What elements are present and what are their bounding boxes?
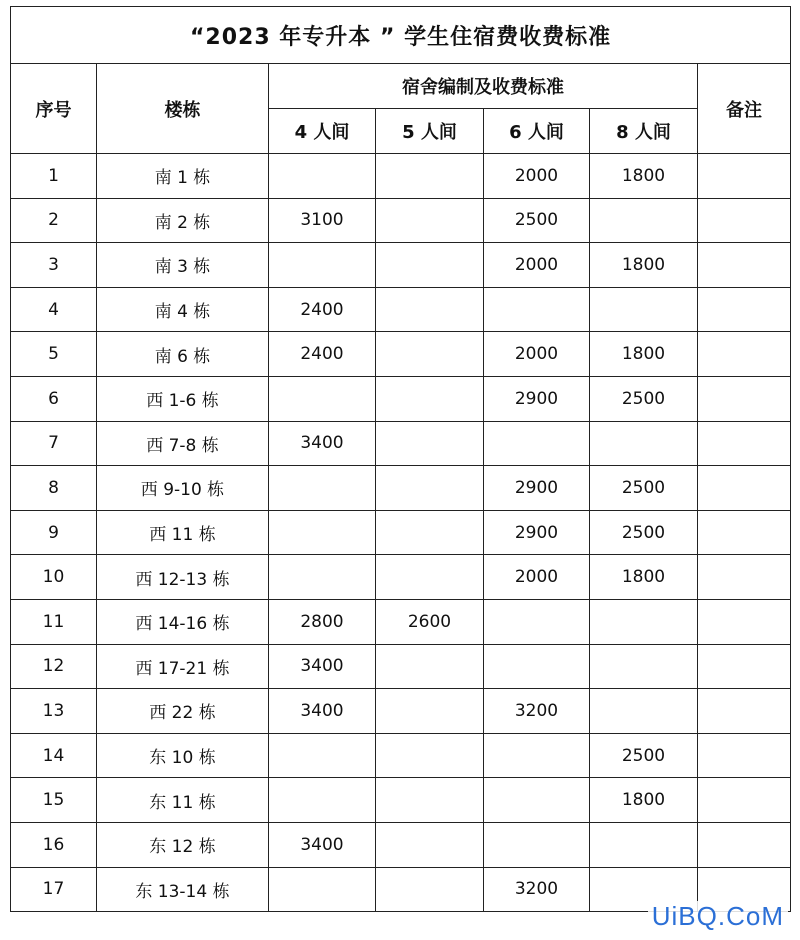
- header-room-group: 宿舍编制及收费标准: [269, 64, 698, 109]
- cell-remark: [698, 778, 791, 823]
- cell-room-4: 2400: [269, 287, 376, 332]
- cell-room-4: [269, 555, 376, 600]
- cell-index: 4: [11, 287, 97, 332]
- cell-room-6: [484, 822, 590, 867]
- cell-room-4: 2800: [269, 599, 376, 644]
- table-row: [11, 599, 791, 644]
- cell-index: 10: [11, 555, 97, 600]
- cell-index: 6: [11, 376, 97, 421]
- cell-room-5: [376, 466, 484, 511]
- cell-room-8: 1800: [590, 154, 698, 199]
- cell-room-4: [269, 867, 376, 912]
- table-row: [11, 421, 791, 466]
- cell-building: 南 1 栋: [97, 154, 269, 199]
- table-row: [11, 555, 791, 600]
- cell-remark: [698, 332, 791, 377]
- cell-remark: [698, 510, 791, 555]
- cell-index: 1: [11, 154, 97, 199]
- cell-remark: [698, 733, 791, 778]
- cell-room-6: [484, 421, 590, 466]
- table-row: [11, 243, 791, 288]
- cell-building: 西 14-16 栋: [97, 599, 269, 644]
- table-row: [11, 287, 791, 332]
- cell-room-4: [269, 154, 376, 199]
- cell-room-8: [590, 287, 698, 332]
- cell-room-6: 2000: [484, 154, 590, 199]
- cell-room-8: 1800: [590, 243, 698, 288]
- cell-index: 2: [11, 198, 97, 243]
- table-body: [11, 154, 791, 912]
- cell-building: 东 11 栋: [97, 778, 269, 823]
- table-row: [11, 733, 791, 778]
- cell-remark: [698, 689, 791, 734]
- cell-room-8: 1800: [590, 778, 698, 823]
- header-remark: 备注: [698, 64, 791, 154]
- cell-room-4: 3400: [269, 644, 376, 689]
- cell-room-8: [590, 689, 698, 734]
- header-building: 楼栋: [97, 64, 269, 154]
- header-room-8: 8 人间: [590, 109, 698, 154]
- cell-room-6: [484, 733, 590, 778]
- cell-room-6: 2900: [484, 466, 590, 511]
- table-row: [11, 822, 791, 867]
- cell-building: 西 7-8 栋: [97, 421, 269, 466]
- cell-remark: [698, 154, 791, 199]
- cell-building: 东 13-14 栋: [97, 867, 269, 912]
- cell-index: 3: [11, 243, 97, 288]
- cell-room-8: 1800: [590, 555, 698, 600]
- cell-room-5: [376, 332, 484, 377]
- cell-remark: [698, 466, 791, 511]
- cell-room-6: 2000: [484, 243, 590, 288]
- cell-room-5: [376, 822, 484, 867]
- cell-room-5: [376, 376, 484, 421]
- cell-index: 5: [11, 332, 97, 377]
- table-row: [11, 154, 791, 199]
- cell-remark: [698, 198, 791, 243]
- cell-remark: [698, 644, 791, 689]
- cell-room-8: 2500: [590, 733, 698, 778]
- table-row: [11, 376, 791, 421]
- cell-index: 17: [11, 867, 97, 912]
- cell-index: 16: [11, 822, 97, 867]
- cell-room-6: 3200: [484, 689, 590, 734]
- table-row: [11, 510, 791, 555]
- cell-room-4: 3400: [269, 822, 376, 867]
- cell-room-5: [376, 867, 484, 912]
- cell-building: 西 9-10 栋: [97, 466, 269, 511]
- cell-building: 东 10 栋: [97, 733, 269, 778]
- table-title: “2023 年专升本 ” 学生住宿费收费标准: [11, 7, 791, 64]
- cell-room-6: 2500: [484, 198, 590, 243]
- cell-room-5: [376, 198, 484, 243]
- cell-room-6: 2000: [484, 332, 590, 377]
- cell-room-8: [590, 198, 698, 243]
- cell-remark: [698, 421, 791, 466]
- table-row: [11, 778, 791, 823]
- cell-index: 9: [11, 510, 97, 555]
- cell-room-4: [269, 466, 376, 511]
- cell-room-5: [376, 421, 484, 466]
- fee-standard-table: [10, 6, 791, 912]
- cell-index: 13: [11, 689, 97, 734]
- cell-index: 14: [11, 733, 97, 778]
- cell-room-6: 3200: [484, 867, 590, 912]
- cell-room-8: [590, 421, 698, 466]
- cell-building: 南 4 栋: [97, 287, 269, 332]
- cell-index: 7: [11, 421, 97, 466]
- table-row: [11, 689, 791, 734]
- cell-room-5: [376, 555, 484, 600]
- cell-room-6: [484, 287, 590, 332]
- cell-remark: [698, 243, 791, 288]
- table-row: [11, 198, 791, 243]
- cell-room-5: [376, 733, 484, 778]
- cell-building: 西 11 栋: [97, 510, 269, 555]
- cell-building: 西 12-13 栋: [97, 555, 269, 600]
- cell-room-5: [376, 644, 484, 689]
- cell-remark: [698, 287, 791, 332]
- cell-room-8: 2500: [590, 376, 698, 421]
- cell-room-4: [269, 733, 376, 778]
- cell-building: 东 12 栋: [97, 822, 269, 867]
- cell-remark: [698, 555, 791, 600]
- cell-room-8: [590, 599, 698, 644]
- cell-room-6: [484, 778, 590, 823]
- cell-index: 15: [11, 778, 97, 823]
- table-row: [11, 644, 791, 689]
- cell-index: 11: [11, 599, 97, 644]
- cell-room-5: [376, 154, 484, 199]
- cell-room-4: 3100: [269, 198, 376, 243]
- cell-room-5: 2600: [376, 599, 484, 644]
- cell-building: 南 3 栋: [97, 243, 269, 288]
- cell-room-6: 2900: [484, 376, 590, 421]
- cell-building: 西 17-21 栋: [97, 644, 269, 689]
- cell-remark: [698, 599, 791, 644]
- cell-room-6: [484, 599, 590, 644]
- cell-index: 12: [11, 644, 97, 689]
- header-room-4: 4 人间: [269, 109, 376, 154]
- cell-room-5: [376, 287, 484, 332]
- table-row: [11, 466, 791, 511]
- cell-room-4: [269, 510, 376, 555]
- cell-room-4: [269, 778, 376, 823]
- cell-room-5: [376, 243, 484, 288]
- cell-remark: [698, 376, 791, 421]
- cell-room-8: [590, 822, 698, 867]
- cell-room-4: [269, 243, 376, 288]
- cell-building: 南 6 栋: [97, 332, 269, 377]
- cell-room-5: [376, 510, 484, 555]
- cell-room-5: [376, 689, 484, 734]
- cell-room-6: 2000: [484, 555, 590, 600]
- table-row: [11, 332, 791, 377]
- cell-room-5: [376, 778, 484, 823]
- cell-room-8: 2500: [590, 466, 698, 511]
- cell-room-6: 2900: [484, 510, 590, 555]
- cell-room-4: [269, 376, 376, 421]
- cell-building: 西 22 栋: [97, 689, 269, 734]
- cell-room-6: [484, 644, 590, 689]
- header-room-6: 6 人间: [484, 109, 590, 154]
- header-index: 序号: [11, 64, 97, 154]
- cell-building: 西 1-6 栋: [97, 376, 269, 421]
- cell-room-8: [590, 644, 698, 689]
- cell-index: 8: [11, 466, 97, 511]
- cell-room-4: 2400: [269, 332, 376, 377]
- cell-room-4: 3400: [269, 421, 376, 466]
- header-room-5: 5 人间: [376, 109, 484, 154]
- cell-room-8: 2500: [590, 510, 698, 555]
- cell-remark: [698, 822, 791, 867]
- watermark-logo: UiBQ.CoM: [648, 901, 788, 932]
- cell-room-8: 1800: [590, 332, 698, 377]
- cell-building: 南 2 栋: [97, 198, 269, 243]
- cell-room-4: 3400: [269, 689, 376, 734]
